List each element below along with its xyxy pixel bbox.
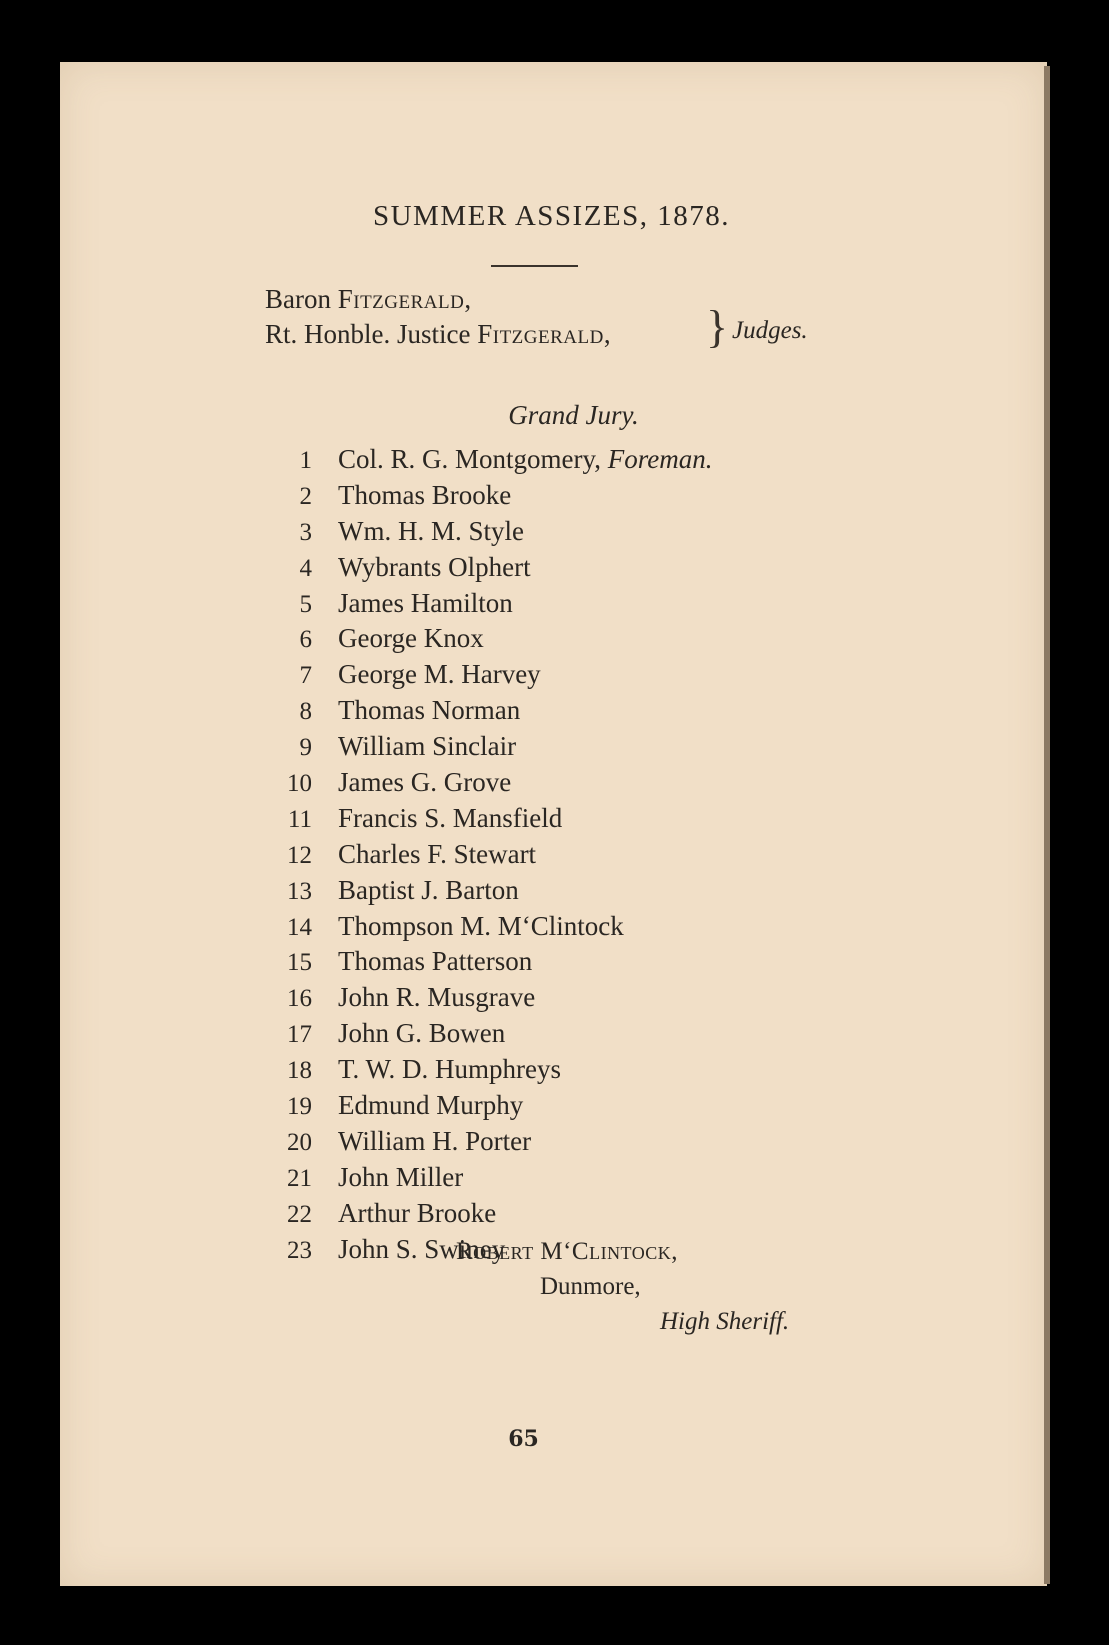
- juror-row: [260, 1160, 712, 1196]
- juror-name: John R. Musgrave: [338, 982, 536, 1013]
- juror-name: William H. Porter: [338, 1125, 532, 1156]
- judge-2-prefix: Rt. Honble. Justice: [265, 319, 471, 349]
- page-title: [60, 200, 1047, 233]
- juror-number: 17: [287, 1021, 312, 1049]
- juror-number: 3: [299, 518, 312, 546]
- juror-number: 10: [287, 770, 312, 798]
- juror-number: 23: [287, 1236, 312, 1264]
- juror-row: [260, 980, 712, 1016]
- juror-row: [260, 1124, 712, 1160]
- book-page: [60, 62, 1047, 1586]
- juror-number: 2: [299, 482, 312, 510]
- grand-jury-heading: [60, 400, 1047, 431]
- juror-row: [260, 801, 712, 837]
- juror-number: 14: [287, 913, 312, 941]
- juror-row: [260, 514, 712, 550]
- juror-name: William Sinclair: [338, 731, 517, 762]
- juror-name: George Knox: [338, 623, 484, 654]
- juror-number: 12: [287, 841, 312, 869]
- sheriff-name: Robert M‘Clintock,: [456, 1238, 678, 1265]
- page-number: [60, 1426, 1047, 1452]
- juror-number: 4: [299, 554, 312, 582]
- juror-number: 11: [287, 805, 312, 833]
- juror-number: 1: [299, 447, 312, 474]
- juror-number: 8: [299, 698, 312, 726]
- juror-name: Wm. H. M. Style: [338, 515, 524, 546]
- juror-row: [260, 944, 712, 980]
- page-edge-shadow: [1044, 66, 1050, 1584]
- juror-number: 16: [287, 985, 312, 1013]
- judge-2-name: Fitzgerald,: [477, 319, 612, 349]
- juror-name: James G. Grove: [338, 767, 512, 798]
- juror-name: Thompson M. M‘Clintock: [338, 910, 624, 941]
- juror-name: George M. Harvey: [338, 659, 541, 690]
- title-rule-divider: [491, 265, 578, 267]
- juror-name: Col. R. G. Montgomery,: [338, 444, 601, 474]
- juror-name: John Miller: [338, 1161, 464, 1192]
- juror-row: [260, 729, 712, 765]
- juror-row: [260, 478, 712, 514]
- juror-name: John S. Swiney: [338, 1233, 506, 1264]
- juror-number: 7: [299, 662, 312, 690]
- sheriff-title: High Sheriff.: [660, 1308, 790, 1335]
- juror-name: Edmund Murphy: [338, 1090, 524, 1121]
- juror-number: 15: [287, 949, 312, 977]
- juror-row: [260, 657, 712, 693]
- juror-row: [260, 550, 712, 586]
- juror-number: 6: [299, 626, 312, 654]
- juror-row: [260, 586, 712, 622]
- judges-brace: }: [706, 301, 729, 352]
- judges-label: Judges.: [732, 317, 808, 344]
- judge-1-prefix: Baron: [265, 284, 331, 314]
- juror-number: 13: [287, 877, 312, 905]
- juror-row: [260, 693, 712, 729]
- juror-name: Thomas Patterson: [338, 946, 533, 977]
- juror-role: Foreman.: [607, 444, 713, 474]
- juror-number: 18: [287, 1057, 312, 1085]
- juror-row: [260, 873, 712, 909]
- judge-1-name: Fitzgerald,: [337, 284, 472, 314]
- juror-number: 21: [287, 1164, 312, 1192]
- judge-line-1: [265, 284, 472, 315]
- grand-jury-heading-text: Grand Jury.: [508, 400, 639, 430]
- juror-number: 19: [287, 1093, 312, 1121]
- juror-row: [260, 1016, 712, 1052]
- juror-row: [260, 621, 712, 657]
- juror-row: [260, 442, 712, 478]
- juror-name: John G. Bowen: [338, 1018, 506, 1049]
- grand-jury-list: [260, 442, 712, 1267]
- juror-number: 22: [287, 1200, 312, 1228]
- juror-name: Thomas Norman: [338, 695, 521, 726]
- judge-line-2: [265, 319, 611, 350]
- juror-name: T. W. D. Humphreys: [338, 1054, 561, 1085]
- juror-name: Arthur Brooke: [338, 1197, 497, 1228]
- juror-name: Thomas Brooke: [338, 479, 512, 510]
- juror-row: [260, 1196, 712, 1232]
- juror-row: [260, 909, 712, 945]
- juror-number: 20: [287, 1128, 312, 1156]
- juror-name: Wybrants Olphert: [338, 551, 531, 582]
- juror-name: Francis S. Mansfield: [338, 802, 563, 833]
- juror-row: [260, 837, 712, 873]
- juror-number: 5: [299, 590, 312, 618]
- juror-row: [260, 1088, 712, 1124]
- page-number-text: 65: [508, 1426, 539, 1452]
- juror-number: 9: [299, 734, 312, 762]
- juror-row: [260, 1052, 712, 1088]
- page-title-text: SUMMER ASSIZES, 1878.: [372, 200, 730, 232]
- juror-name: James Hamilton: [338, 587, 513, 618]
- sheriff-residence: Dunmore,: [540, 1273, 641, 1300]
- juror-name: Charles F. Stewart: [338, 838, 537, 869]
- juror-row: [260, 765, 712, 801]
- juror-name: Baptist J. Barton: [338, 874, 519, 905]
